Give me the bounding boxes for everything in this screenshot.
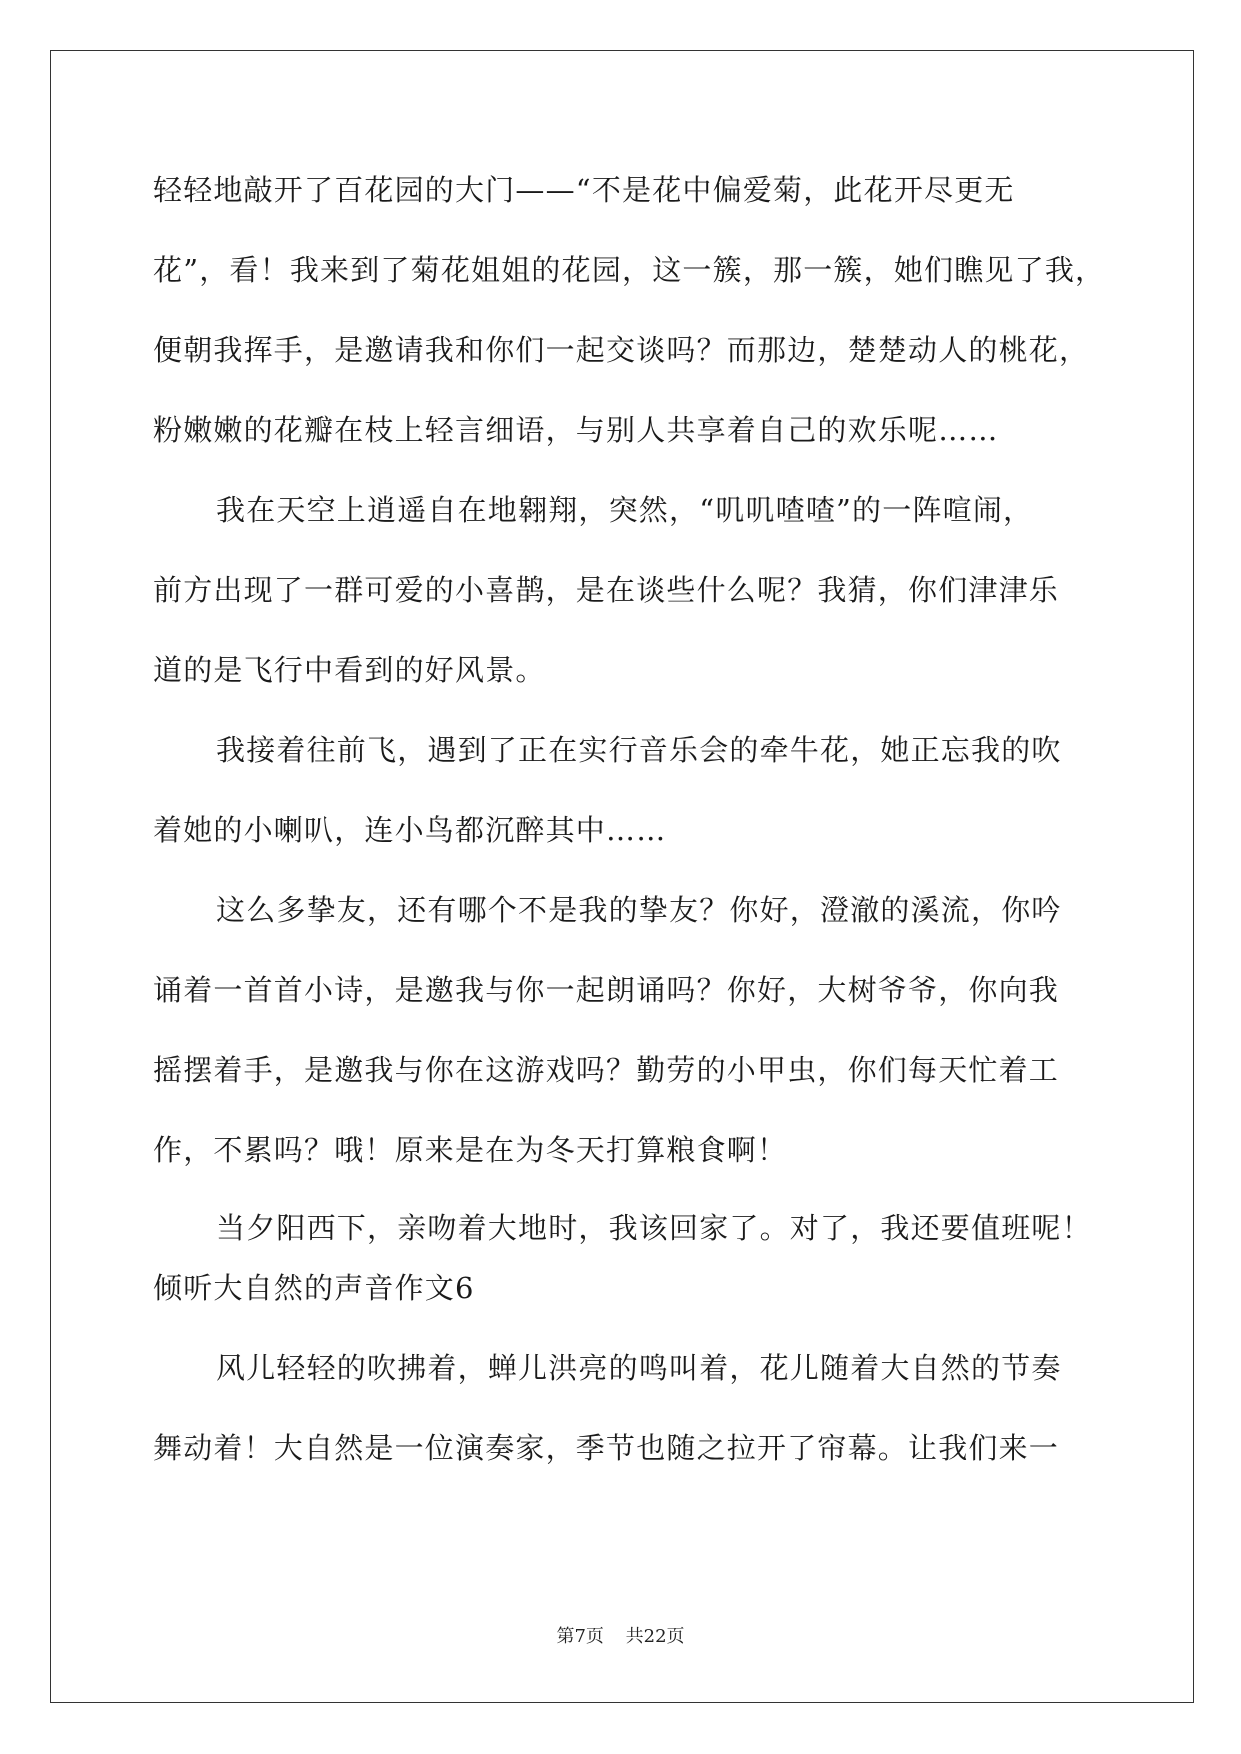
text-line: 便朝我挥手，是邀请我和你们一起交谈吗？而那边，楚楚动人的桃花， bbox=[153, 333, 1090, 367]
text-line: 前方出现了一群可爱的小喜鹊，是在谈些什么呢？我猜，你们津津乐 bbox=[153, 573, 1060, 607]
paragraph-start-line: 风儿轻轻的吹拂着，蝉儿洪亮的鸣叫着，花儿随着大自然的节奏 bbox=[216, 1351, 1062, 1385]
paragraph-start-line: 当夕阳西下，亲吻着大地时，我该回家了。对了，我还要值班呢！ bbox=[216, 1211, 1092, 1245]
text-line: 道的是飞行中看到的好风景。 bbox=[153, 653, 546, 687]
essay-heading: 倾听大自然的声音作文6 bbox=[153, 1271, 475, 1305]
text-line: 舞动着！大自然是一位演奏家，季节也随之拉开了帘幕。让我们来一 bbox=[153, 1431, 1060, 1465]
text-line: 诵着一首首小诗，是邀我与你一起朗诵吗？你好，大树爷爷，你向我 bbox=[153, 973, 1060, 1007]
text-line: 摇摆着手，是邀我与你在这游戏吗？勤劳的小甲虫，你们每天忙着工 bbox=[153, 1053, 1060, 1087]
page-number: 第7页 bbox=[556, 1626, 604, 1647]
paragraph-start-line: 我在天空上逍遥自在地翱翔，突然，“叽叽喳喳”的一阵喧闹， bbox=[216, 493, 1034, 527]
text-line: 着她的小喇叭，连小鸟都沉醉其中…… bbox=[153, 813, 667, 847]
page-footer bbox=[0, 1622, 1241, 1648]
text-line: 花”，看！我来到了菊花姐姐的花园，这一簇，那一簇，她们瞧见了我， bbox=[153, 253, 1106, 287]
text-line: 轻轻地敲开了百花园的大门——“不是花中偏爱菊，此花开尽更无 bbox=[153, 173, 1015, 207]
text-line: 粉嫩嫩的花瓣在枝上轻言细语，与别人共享着自己的欢乐呢…… bbox=[153, 413, 999, 447]
document-body bbox=[153, 163, 1106, 1501]
text-line: 作，不累吗？哦！原来是在为冬天打算粮食啊！ bbox=[153, 1133, 788, 1167]
total-pages: 共22页 bbox=[625, 1626, 685, 1647]
paragraph-start-line: 这么多挚友，还有哪个不是我的挚友？你好，澄澈的溪流，你吟 bbox=[216, 893, 1062, 927]
paragraph-start-line: 我接着往前飞，遇到了正在实行音乐会的牵牛花，她正忘我的吹 bbox=[216, 733, 1062, 767]
